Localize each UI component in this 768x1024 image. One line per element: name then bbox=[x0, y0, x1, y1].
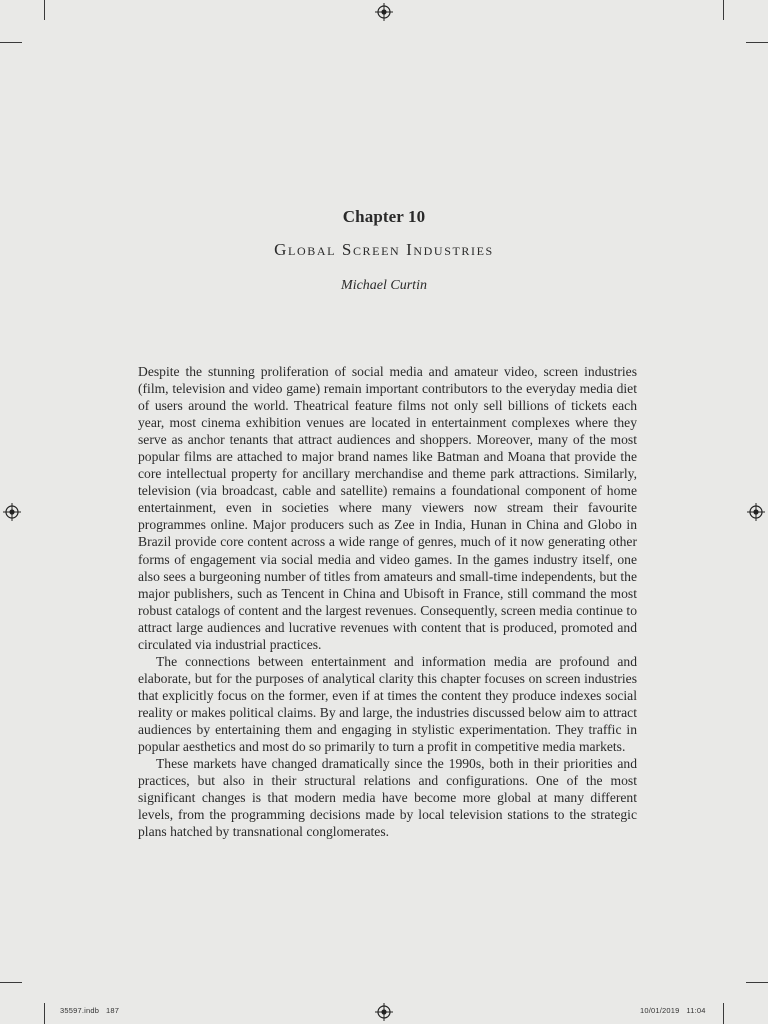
crop-mark-bottom-right bbox=[723, 1003, 724, 1024]
registration-mark-icon bbox=[747, 503, 765, 521]
paragraph: These markets have changed dramatically since the 1990s, both in their priorities and practices, but also in their structural relations and configurations. One of the most significant changes is that modern media have become more global at many different levels, from the programming decisions made by local television stations to the strategic plans hatched by transnational conglomerates. bbox=[138, 756, 637, 840]
paragraph: Despite the stunning proliferation of social media and amateur video, screen industries (film, television and video game) remain important contributors to the everyday media diet of users around the world. Theatrical feature films not only sell billions of tickets each year, most cinema exhibition venues are located in entertainment complexes where they serve as anchor tenants that attract audiences and shoppers. Moreover, many of the most popular films are attached to major brand names like Batman and Moana that provide the core intellectual property for ancillary merchandise and theme park attractions. Similarly, television (via broadcast, cable and satellite) remains a foundational component of home entertainment, even in societies where many viewers now stream their favourite programmes online. Major producers such as Zee in India, Hunan in China and Globo in Brazil provide core content across a wide range of genres, much of it now generating other forms of engagement via social media and video games. In the games industry itself, one also sees a burgeoning number of titles from amateurs and small-time independents, but the major publishers, such as Tencent in China and Ubisoft in France, still command the most robust catalogs of content and the largest revenues. Consequently, screen media continue to attract large audiences and lucrative revenues with content that is produced, promoted and circulated via industrial practices. bbox=[138, 364, 637, 652]
crop-mark-top-right bbox=[723, 0, 724, 20]
registration-mark-icon bbox=[375, 1003, 393, 1021]
slug-file-info: 35597.indb 187 bbox=[60, 1006, 120, 1015]
crop-mark-left-top bbox=[0, 42, 22, 43]
crop-mark-top-left bbox=[44, 0, 45, 20]
slug-date-time: 10/01/2019 11:04 bbox=[640, 1006, 706, 1015]
chapter-title: Global Screen Industries bbox=[274, 240, 494, 259]
crop-mark-right-top bbox=[746, 42, 768, 43]
paragraph: The connections between entertainment and information media are profound and elaborate, but for the purposes of analytical clarity this chapter focuses on screen industries that explicitly focus on the former, even if at times the content they produce indexes social reality or makes political claims. By and large, the industries discussed below aim to attract audiences by entertaining them and engaging in stylistic experimentation. They traffic in popular aesthetics and most do so primarily to turn a profit in competitive media markets. bbox=[138, 653, 637, 755]
chapter-author: Michael Curtin bbox=[341, 278, 427, 293]
crop-mark-bottom-left bbox=[44, 1003, 45, 1024]
registration-mark-icon bbox=[375, 3, 393, 21]
crop-mark-left-bottom bbox=[0, 982, 22, 983]
crop-mark-right-bottom bbox=[746, 982, 768, 983]
chapter-number: Chapter 10 bbox=[342, 207, 426, 226]
registration-mark-icon bbox=[3, 503, 21, 521]
body-text bbox=[138, 363, 637, 840]
